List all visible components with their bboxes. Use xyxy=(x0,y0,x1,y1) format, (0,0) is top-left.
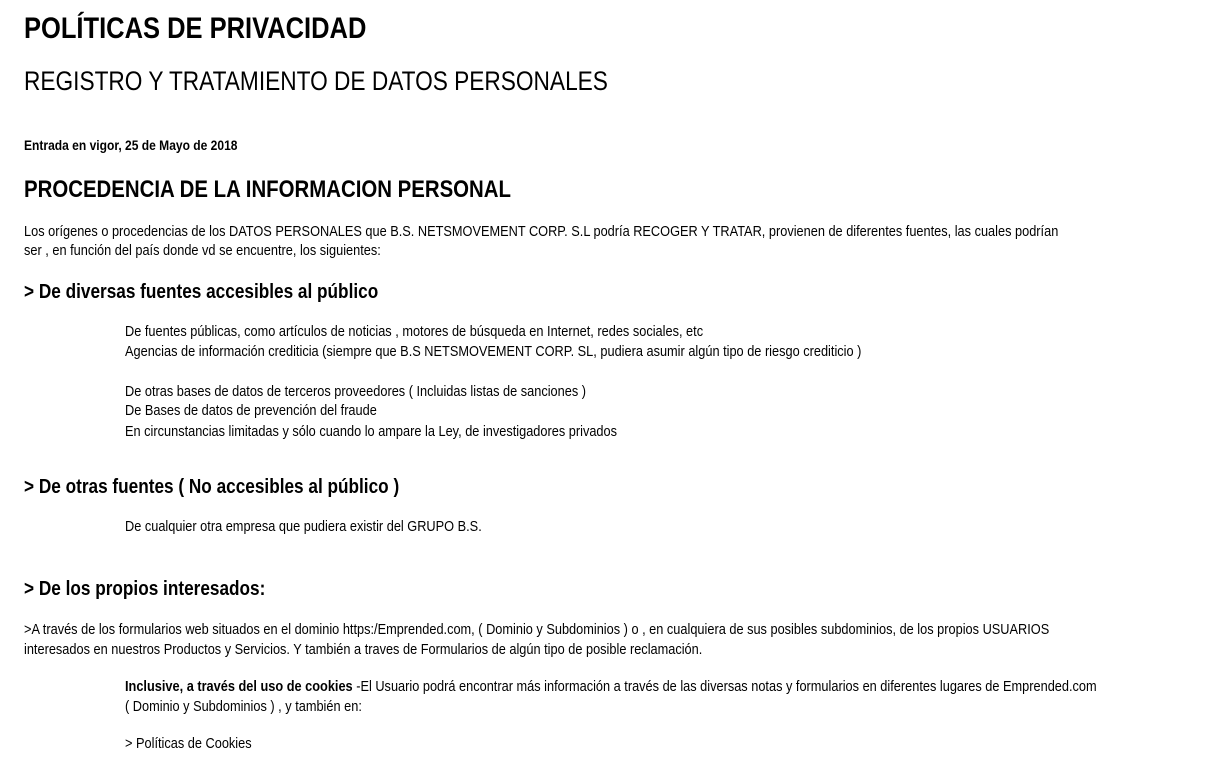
section-heading-procedencia: PROCEDENCIA DE LA INFORMACION PERSONAL xyxy=(24,176,511,203)
public-source-item: De Bases de datos de prevención del fraude xyxy=(125,403,377,419)
own-sources-paragraph-line-2: interesados en nuestros Productos y Servicios. Y también a traves de Formularios de algún tipo de posible reclamación. xyxy=(24,642,703,658)
own-sources-paragraph-line-1: >A través de los formularios web situados en el dominio https:/Emprended.com, ( Dominio y Subdominios ) o , en cualquiera de sus posibles subdominios, de los propios USUARIOS xyxy=(24,622,1050,638)
cookies-policy-link[interactable]: > Políticas de Cookies xyxy=(125,736,252,752)
intro-paragraph-line-2: ser , en función del país donde vd se encuentre, los siguientes: xyxy=(24,243,381,259)
cookies-paragraph-line-1 xyxy=(125,679,1214,695)
public-source-item: Agencias de información crediticia (siempre que B.S NETSMOVEMENT CORP. SL, pudiera asumir algún tipo de riesgo crediticio ) xyxy=(125,344,862,360)
cookies-rest-text: -El Usuario podrá encontrar más información a través de las diversas notas y formularios en diferentes lugares de Emprended.com xyxy=(352,679,1097,695)
effective-date: Entrada en vigor, 25 de Mayo de 2018 xyxy=(24,137,238,153)
heading-other-sources: > De otras fuentes ( No accesibles al público ) xyxy=(24,476,400,498)
page-title: POLÍTICAS DE PRIVACIDAD xyxy=(24,12,367,45)
intro-paragraph-line-1: Los orígenes o procedencias de los DATOS PERSONALES que B.S. NETSMOVEMENT CORP. S.L podría RECOGER Y TRATAR, provienen de diferentes fuentes, las cuales podrían xyxy=(24,224,1059,240)
public-source-item: De fuentes públicas, como artículos de noticias , motores de búsqueda en Internet, redes sociales, etc xyxy=(125,324,704,340)
heading-public-sources: > De diversas fuentes accesibles al público xyxy=(24,281,379,303)
public-source-item: En circunstancias limitadas y sólo cuando lo ampare la Ley, de investigadores privados xyxy=(125,424,618,440)
page-subtitle: REGISTRO Y TRATAMIENTO DE DATOS PERSONALES xyxy=(24,66,608,96)
other-source-item: De cualquier otra empresa que pudiera existir del GRUPO B.S. xyxy=(125,519,482,535)
cookies-bold-lead: Inclusive, a través del uso de cookies xyxy=(125,679,353,695)
cookies-paragraph-line-2: ( Dominio y Subdominios ) , y también en: xyxy=(125,699,362,715)
heading-own-sources: > De los propios interesados: xyxy=(24,578,266,600)
public-source-item: De otras bases de datos de terceros proveedores ( Incluidas listas de sanciones ) xyxy=(125,384,587,400)
